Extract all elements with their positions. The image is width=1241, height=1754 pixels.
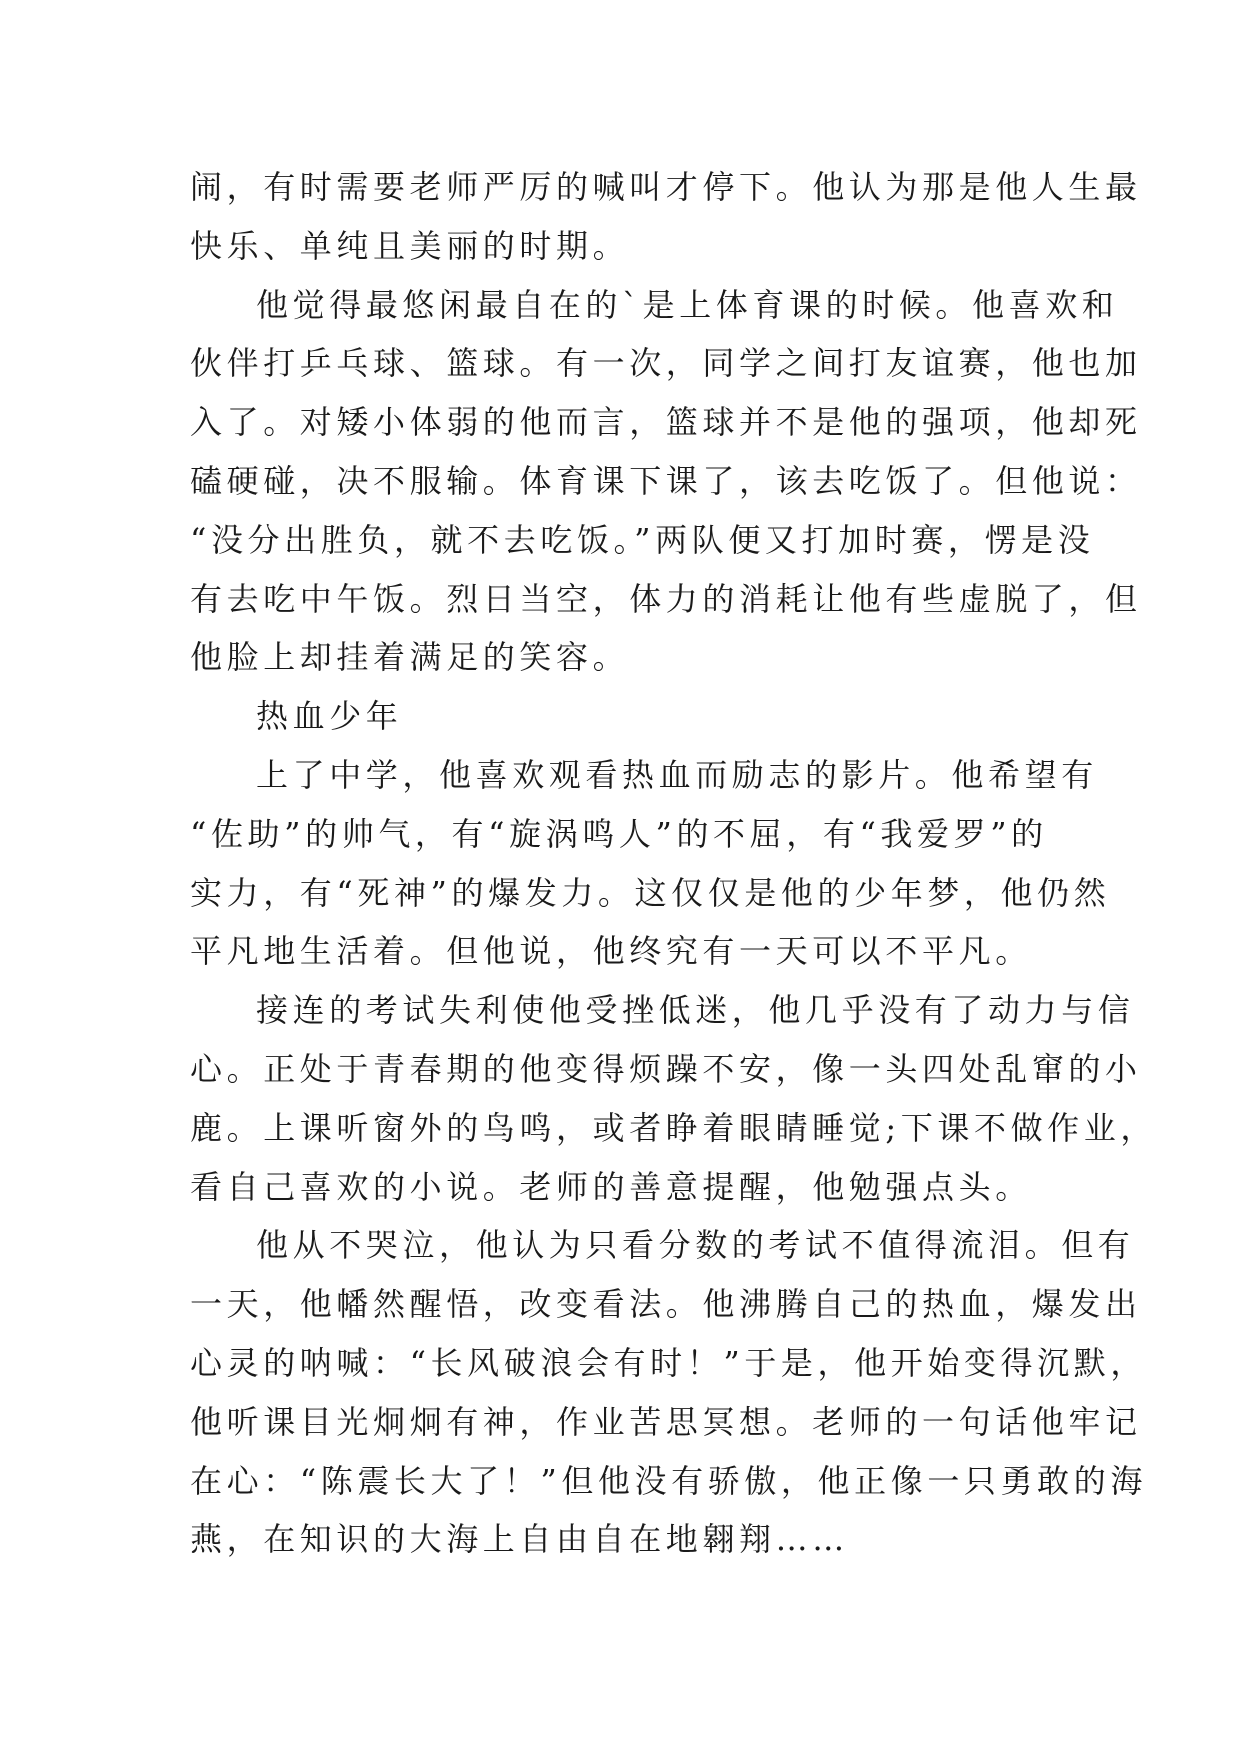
paragraph-start-line: 接连的考试失利使他受挫低迷，他几乎没有了动力与信: [256, 991, 1135, 1030]
paragraph-start-line: 他觉得最悠闲最自在的`是上体育课的时候。他喜欢和: [256, 285, 1119, 324]
text-line: 实力，有“死神”的爆发力。这仅仅是他的少年梦，他仍然: [190, 873, 1111, 912]
text-line: 有去吃中午饭。烈日当空，体力的消耗让他有些虚脱了，但: [190, 579, 1142, 618]
document-page: [190, 158, 1157, 1569]
text-line: 磕硬碰，决不服输。体育课下课了，该去吃饭了。但他说：: [190, 461, 1142, 500]
text-line: 心。正处于青春期的他变得烦躁不安，像一头四处乱窜的小: [190, 1049, 1142, 1088]
paragraph-start-line: 他从不哭泣，他认为只看分数的考试不值得流泪。但有: [256, 1226, 1135, 1265]
text-line: “没分出胜负，就不去吃饭。”两队便又打加时赛，愣是没: [190, 520, 1095, 559]
text-line: 看自己喜欢的小说。老师的善意提醒，他勉强点头。: [190, 1167, 1032, 1206]
text-line: 在心：“陈震长大了！”但他没有骄傲，他正像一只勇敢的海: [190, 1461, 1147, 1500]
text-line: 伙伴打乒乓球、篮球。有一次，同学之间打友谊赛，他也加: [190, 344, 1142, 383]
paragraph-start-line: 上了中学，他喜欢观看热血而励志的影片。他希望有: [256, 755, 1098, 794]
section-heading: 热血少年: [256, 697, 403, 736]
text-line: 入了。对矮小体弱的他而言，篮球并不是他的强项，他却死: [190, 403, 1142, 442]
text-line: 他听课目光炯炯有神，作业苦思冥想。老师的一句话他牢记: [190, 1402, 1142, 1441]
text-line: “佐助”的帅气，有“旋涡鸣人”的不屈，有“我爱罗”的: [190, 814, 1048, 853]
text-line: 一天，他幡然醒悟，改变看法。他沸腾自己的热血，爆发出: [190, 1285, 1142, 1324]
text-line: 平凡地生活着。但他说，他终究有一天可以不平凡。: [190, 932, 1032, 971]
text-line: 鹿。上课听窗外的鸟鸣，或者睁着眼睛睡觉;下课不做作业，: [190, 1108, 1157, 1147]
text-line: 他脸上却挂着满足的笑容。: [190, 638, 630, 677]
text-line: 快乐、单纯且美丽的时期。: [190, 226, 630, 265]
text-line: 闹，有时需要老师严厉的喊叫才停下。他认为那是他人生最: [190, 168, 1142, 206]
text-line: 心灵的呐喊：“长风破浪会有时！”于是，他开始变得沉默，: [190, 1343, 1147, 1382]
text-line: 燕，在知识的大海上自由自在地翱翔……: [190, 1520, 849, 1559]
